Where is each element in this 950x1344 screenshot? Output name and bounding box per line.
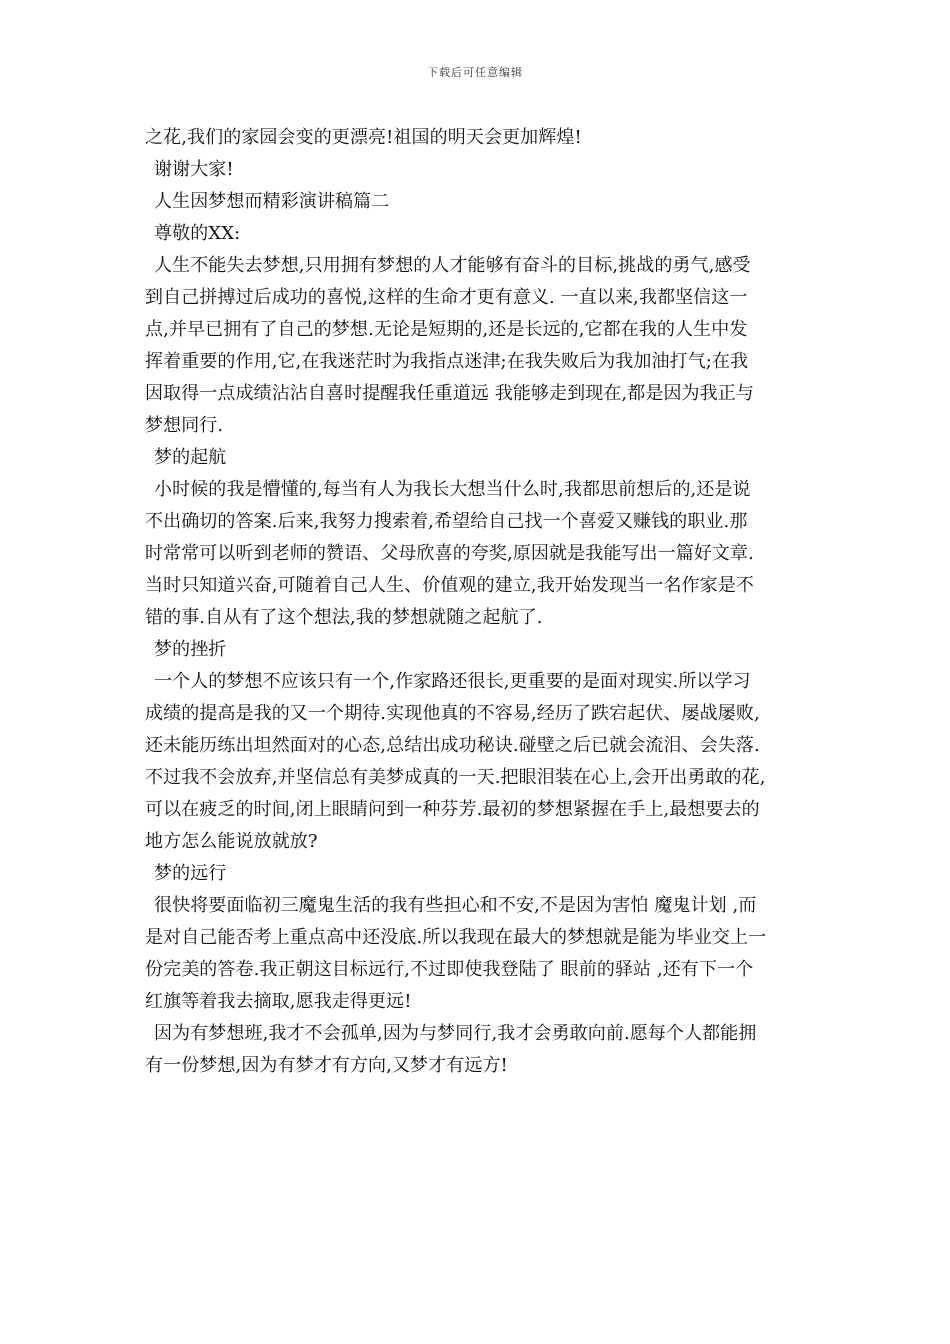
subheading: 梦的起航	[154, 447, 227, 468]
text-line: 当时只知道兴奋,可随着自己人生、价值观的建立,我开始发现当一名作家是不	[145, 575, 754, 596]
salutation: 尊敬的XX:	[154, 223, 241, 244]
subheading: 梦的挫折	[154, 639, 227, 660]
text-line: 小时候的我是懵懂的,每当有人为我长大想当什么时,我都思前想后的,还是说	[154, 479, 751, 500]
text-line: 时常常可以听到老师的赞语、父母欣喜的夸奖,原因就是我能写出一篇好文章.	[145, 543, 754, 564]
text-line: 梦想同行.	[145, 415, 224, 436]
subheading: 梦的远行	[154, 863, 227, 884]
text-line: 因为有梦想班,我才不会孤单,因为与梦同行,我才会勇敢向前.愿每个人都能拥	[154, 1023, 757, 1044]
page-header-note: 下载后可任意编辑	[427, 66, 523, 79]
text-line: 是对自己能否考上重点高中还没底.所以我现在最大的梦想就是能为毕业交上一	[145, 927, 767, 948]
text-line: 红旗等着我去摘取,愿我走得更远!	[145, 991, 412, 1012]
text-line: 份完美的答卷.我正朝这目标远行,不过即使我登陆了 眼前的驿站 ,还有下一个	[145, 959, 754, 980]
text-line: 地方怎么能说放就放?	[145, 831, 318, 852]
text-line: 之花,我们的家园会变的更漂亮!祖国的明天会更加辉煌!	[145, 127, 582, 148]
text-line: 还未能历练出坦然面对的心态,总结出成功秘诀.碰壁之后已就会流泪、会失落.	[145, 735, 760, 756]
text-line: 一个人的梦想不应该只有一个,作家路还很长,更重要的是面对现实.所以学习	[154, 671, 751, 692]
document-body	[145, 122, 815, 1082]
text-line: 不出确切的答案.后来,我努力搜索着,希望给自己找一个喜爱又赚钱的职业.那	[145, 511, 748, 532]
text-line: 谢谢大家!	[154, 159, 234, 180]
text-line: 因取得一点成绩沾沾自喜时提醒我任重道远 我能够走到现在,都是因为我正与	[145, 383, 754, 404]
text-line: 挥着重要的作用,它,在我迷茫时为我指点迷津;在我失败后为我加油打气;在我	[145, 351, 749, 372]
text-line: 可以在疲乏的时间,闭上眼睛问到一种芬芳.最初的梦想紧握在手上,最想要去的	[145, 799, 760, 820]
text-line: 有一份梦想,因为有梦才有方向,又梦才有远方!	[145, 1055, 508, 1076]
text-line: 很快将要面临初三魔鬼生活的我有些担心和不安,不是因为害怕 魔鬼计划 ,而	[154, 895, 757, 916]
text-line: 到自己拼搏过后成功的喜悦,这样的生命才更有意义. 一直以来,我都坚信这一	[145, 287, 748, 308]
text-line: 成绩的提高是我的又一个期待.实现他真的不容易,经历了跌宕起伏、屡战屡败,	[145, 703, 760, 724]
text-line: 不过我不会放弃,并坚信总有美梦成真的一天.把眼泪装在心上,会开出勇敢的花,	[145, 767, 766, 788]
section-title: 人生因梦想而精彩演讲稿篇二	[154, 191, 390, 212]
text-line: 人生不能失去梦想,只用拥有梦想的人才能够有奋斗的目标,挑战的勇气,感受	[154, 255, 751, 276]
text-line: 点,并早已拥有了自己的梦想.无论是短期的,还是长远的,它都在我的人生中发	[145, 319, 748, 340]
text-line: 错的事.自从有了这个想法,我的梦想就随之起航了.	[145, 607, 543, 628]
